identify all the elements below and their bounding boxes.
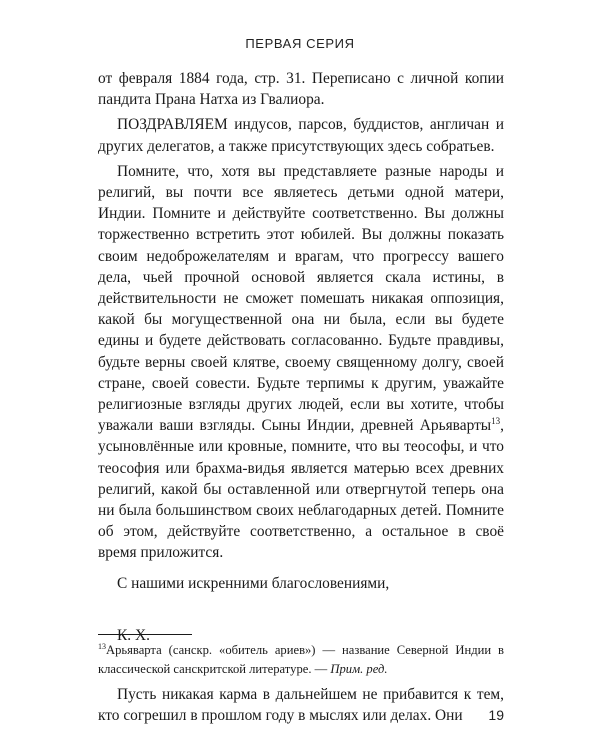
main-text [98,68,504,726]
signature: К. Х. [117,626,150,644]
paragraph-continuation: от февраля 1884 года, стр. 31. Переписано с личной копии пандита Прана Натха из Гвалиора. [98,70,504,109]
paragraph-blessing: С нашими искренними благословениями, [117,574,390,592]
paragraph-main-text-1: Помните, что, хотя вы представляете разные народы и религий, вы почти все являетесь детьми одной матери, Индии. Помните и действуйте соответственно. Вы должны торжественно встретить этот юбилей. Вы должны показать своим недоброжелателям и врагам, что прогрессу вашего дела, чьей прочной основой является скала истины, в действительности не сможет помешать никакая оппозиция, какой бы могущественной она ни была, если вы будете едины и будете действовать согласованно. Будьте правдивы, будьте верны своей клятве, своему священному долгу, своей стране, своей совести. Будьте терпимы к другим, уважайте религиозные взгляды других людей, если вы хотите, чтобы уважали ваши взгляды. Сыны Индии, древней Арьяварты [98,162,504,435]
footnote-text: Арьяварта (санскр. «обитель ариев») — название Северной Индии в классической санскритской литературе. — [98,643,504,676]
footnote-editor-note: Прим. ред. [330,662,388,676]
running-head: ПЕРВАЯ СЕРИЯ [245,36,355,51]
footnote [98,641,504,679]
paragraph-main-text-2: , усыновлённые или кровные, помните, что вы теософы, и что теософия или брахма-видья является матерью всех древних религий, какой бы оставленной или отвергнутой теперь она ни была большинством своих неблагодарных детей. Помните об этом, действуйте соответственно, а остальное в своё время приложится. [98,417,504,562]
paragraph-karma: Пусть никакая карма в дальнейшем не прибавится к тем, кто согрешил в прошлом году в мыслях или делах. Они [98,686,504,725]
paragraph-greeting: ПОЗДРАВЛЯЕМ индусов, парсов, буддистов, англичан и других делегатов, а также присутствующих здесь собратьев. [98,116,504,155]
paragraph-main [98,161,504,564]
footnote-divider [98,634,192,635]
footnote-reference[interactable]: 13 [491,416,501,427]
page-number: 19 [488,707,504,723]
footnote-number: 13 [98,641,106,651]
